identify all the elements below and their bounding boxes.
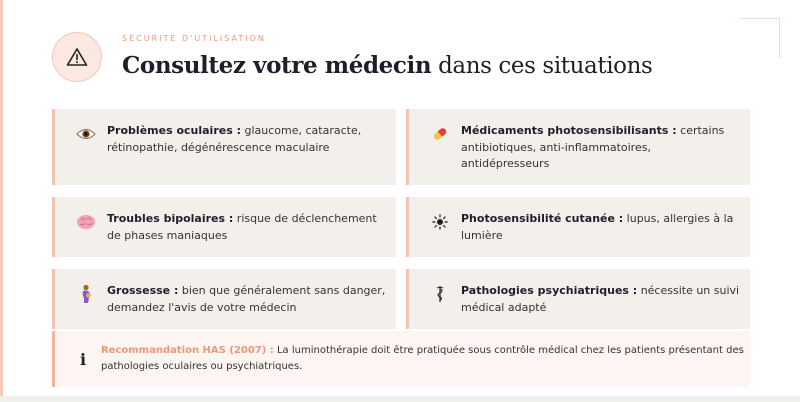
condition-desc: risque de déclenchement de phases maniaques bbox=[107, 212, 377, 242]
condition-title: Problèmes oculaires : bbox=[107, 124, 241, 137]
pregnant-woman-icon bbox=[73, 284, 99, 304]
condition-card-eye bbox=[52, 109, 396, 185]
condition-title: Photosensibilité cutanée : bbox=[461, 212, 624, 225]
condition-desc: nécessite un suivi médical adapté bbox=[461, 284, 740, 314]
medical-caduceus-icon bbox=[427, 284, 453, 304]
condition-text bbox=[107, 283, 386, 316]
condition-card-meds bbox=[406, 109, 750, 185]
brain-icon bbox=[73, 212, 99, 232]
page-title bbox=[122, 52, 652, 79]
condition-desc: lupus, allergies à la lumière bbox=[461, 212, 734, 242]
sun-icon bbox=[427, 212, 453, 232]
title-light: dans ces situations bbox=[438, 53, 653, 79]
title-strong: Consultez votre médecin bbox=[122, 52, 432, 79]
condition-text bbox=[107, 123, 386, 156]
warning-icon bbox=[52, 32, 102, 82]
condition-card-bipolar bbox=[52, 197, 396, 257]
note-text bbox=[101, 343, 750, 375]
bottom-band bbox=[0, 396, 800, 402]
condition-desc: certains antibiotiques, anti-inflammatoires, antidépresseurs bbox=[461, 124, 725, 170]
condition-text bbox=[461, 211, 740, 244]
note-body: La luminothérapie doit être pratiquée sous contrôle médical chez les patients présentant des pathologies oculaires ou psychiatriques. bbox=[100, 345, 744, 372]
condition-card-skin bbox=[406, 197, 750, 257]
recommendation-note bbox=[52, 331, 750, 387]
condition-title: Médicaments photosensibilisants : bbox=[461, 124, 677, 137]
condition-card-psych bbox=[406, 269, 750, 329]
condition-card-pregnancy bbox=[52, 269, 396, 329]
condition-title: Grossesse : bbox=[107, 284, 179, 297]
condition-text bbox=[461, 123, 740, 173]
condition-text bbox=[461, 283, 740, 316]
note-lead: Recommandation HAS (2007) : bbox=[100, 345, 274, 356]
condition-desc: glaucome, cataracte, rétinopathie, dégénérescence maculaire bbox=[107, 124, 362, 154]
condition-title: Troubles bipolaires : bbox=[107, 212, 234, 225]
info-icon: i bbox=[79, 349, 87, 369]
eye-icon bbox=[73, 124, 99, 144]
section-eyebrow: SÉCURITÉ D'UTILISATION bbox=[122, 34, 266, 43]
condition-desc: bien que généralement sans danger, demandez l'avis de votre médecin bbox=[107, 284, 386, 314]
condition-text bbox=[107, 211, 386, 244]
left-accent-rule bbox=[0, 0, 3, 402]
pill-icon bbox=[427, 124, 453, 144]
condition-title: Pathologies psychiatriques : bbox=[461, 284, 638, 297]
corner-decoration bbox=[740, 18, 780, 58]
